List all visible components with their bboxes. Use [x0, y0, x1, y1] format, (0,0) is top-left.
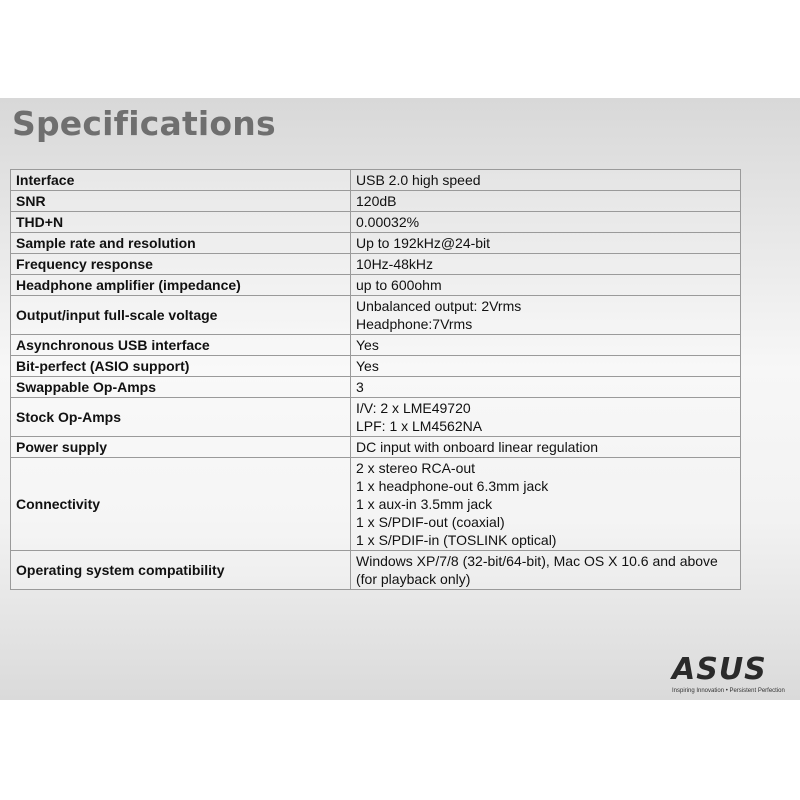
- spec-label: THD+N: [11, 212, 351, 233]
- spec-label: Operating system compatibility: [11, 551, 351, 590]
- spec-value-line: 1 x S/PDIF-out (coaxial): [356, 514, 505, 530]
- spec-value-line: DC input with onboard linear regulation: [356, 439, 599, 455]
- slide: [0, 98, 800, 700]
- spec-value-line: 1 x S/PDIF-in (TOSLINK optical): [356, 532, 557, 548]
- spec-value-line: USB 2.0 high speed: [356, 172, 481, 188]
- table-row: [11, 212, 741, 233]
- spec-value-line: 0.00032%: [356, 214, 420, 230]
- spec-label: Stock Op-Amps: [11, 398, 351, 437]
- table-row: [11, 191, 741, 212]
- spec-label: Asynchronous USB interface: [11, 335, 351, 356]
- spec-label: Headphone amplifier (impedance): [11, 275, 351, 296]
- spec-value: [351, 275, 741, 296]
- spec-value-line: Headphone:7Vrms: [356, 316, 473, 332]
- spec-value-line: 1 x aux-in 3.5mm jack: [356, 496, 493, 512]
- spec-label: Frequency response: [11, 254, 351, 275]
- table-row: [11, 233, 741, 254]
- spec-label: SNR: [11, 191, 351, 212]
- spec-value-line: Windows XP/7/8 (32-bit/64-bit), Mac OS X 10.6 and above: [356, 553, 718, 569]
- spec-value: [351, 551, 741, 590]
- spec-value: [351, 437, 741, 458]
- spec-value-line: Unbalanced output: 2Vrms: [356, 298, 522, 314]
- spec-value-line: I/V: 2 x LME49720: [356, 400, 471, 416]
- spec-value: [351, 335, 741, 356]
- table-row: [11, 356, 741, 377]
- spec-label: Sample rate and resolution: [11, 233, 351, 254]
- spec-value-line: Yes: [356, 358, 379, 374]
- spec-value-line: 1 x headphone-out 6.3mm jack: [356, 478, 549, 494]
- spec-label: Interface: [11, 170, 351, 191]
- table-row: [11, 551, 741, 590]
- table-row: [11, 275, 741, 296]
- spec-value-line: Up to 192kHz@24-bit: [356, 235, 491, 251]
- spec-label: Bit-perfect (ASIO support): [11, 356, 351, 377]
- spec-label: Swappable Op-Amps: [11, 377, 351, 398]
- spec-label: Output/input full-scale voltage: [11, 296, 351, 335]
- spec-value-line: Yes: [356, 337, 379, 353]
- spec-value: [351, 458, 741, 551]
- spec-value: [351, 356, 741, 377]
- spec-label: Power supply: [11, 437, 351, 458]
- table-row: [11, 170, 741, 191]
- table-row: [11, 296, 741, 335]
- spec-value-line: (for playback only): [356, 571, 471, 587]
- table-row: [11, 335, 741, 356]
- specifications-table: [10, 169, 741, 590]
- spec-value-line: up to 600ohm: [356, 277, 442, 293]
- spec-value: [351, 191, 741, 212]
- table-row: [11, 377, 741, 398]
- table-row: [11, 437, 741, 458]
- logo-tagline: Inspiring Innovation • Persistent Perfection: [672, 688, 785, 694]
- spec-value-line: 10Hz-48kHz: [356, 256, 434, 272]
- spec-value-line: LPF: 1 x LM4562NA: [356, 418, 483, 434]
- logo-wordmark: ASUS: [672, 652, 767, 687]
- spec-value: [351, 296, 741, 335]
- spec-value: [351, 254, 741, 275]
- spec-value: [351, 398, 741, 437]
- specifications-table-body: [11, 170, 741, 590]
- spec-label: Connectivity: [11, 458, 351, 551]
- table-row: [11, 398, 741, 437]
- table-row: [11, 254, 741, 275]
- spec-value: [351, 233, 741, 254]
- table-row: [11, 458, 741, 551]
- spec-value-line: 3: [356, 379, 364, 395]
- page-title: Specifications: [12, 104, 276, 143]
- spec-value-line: 120dB: [356, 193, 397, 209]
- spec-value-line: 2 x stereo RCA-out: [356, 460, 476, 476]
- spec-value: [351, 377, 741, 398]
- asus-logo: [672, 652, 792, 700]
- spec-value: [351, 212, 741, 233]
- spec-value: [351, 170, 741, 191]
